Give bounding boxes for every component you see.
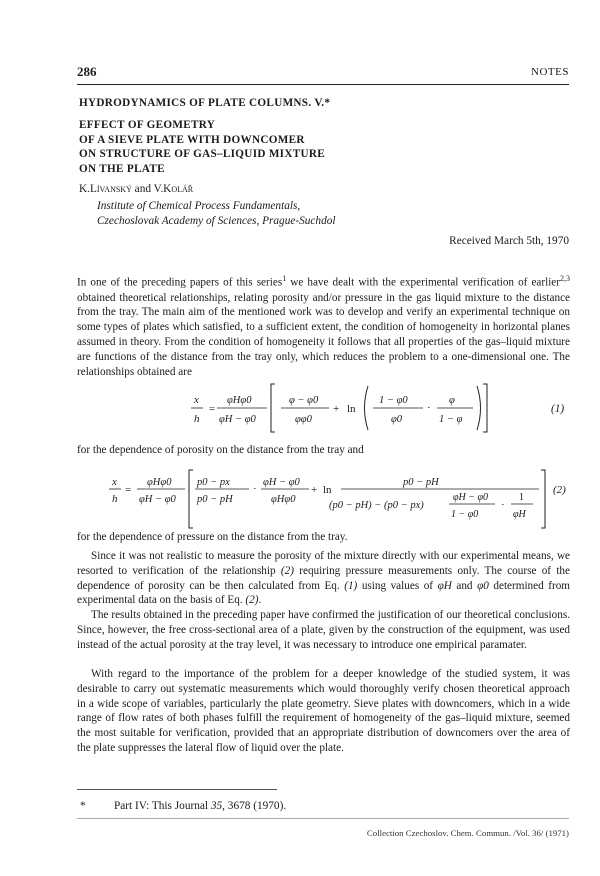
eq2-inner-one-minus-phi0: 1 − φ0 [451, 509, 479, 520]
eq2-p0-minus-px: p0 − px [197, 477, 230, 488]
eq2-dot-2: · [501, 499, 505, 511]
author-2-initial: V. [153, 183, 164, 195]
p3-sym-phiH: φH [437, 579, 452, 592]
paragraph-1 [77, 272, 570, 379]
p3-ref-eq2-b: (2) [245, 594, 259, 607]
eq2-ln-denominator: (p0 − pH) − (p0 − px) [329, 500, 424, 511]
p1-text-a: In one of the preceding papers of this series [77, 276, 283, 289]
received-date: Received March 5th, 1970 [449, 235, 569, 247]
eq1-phi0: φ0 [391, 414, 403, 425]
eq2-x: x [112, 476, 117, 488]
eq1-x: x [194, 394, 199, 406]
p3-ref-eq2: (2) [280, 564, 294, 577]
paragraph-5: With regard to the importance of the problem for a deeper knowledge of the studied system, it was desirable to carry out systematic measurements which would thoroughly verify chosen theoretical approach in a wide scope of variables, particularly the plate geometry. Sieve plates with downcomers, which in a wide range of flow rates of both phases fulfill the requirement of homogeneity of the gas–liquid mixture, seemed the most suitable for verification, provided that an appropriate distribution of downcomers over the area of the plate suppresses the lateral flow of liquid over the plate. [77, 668, 570, 754]
authors-and: and [131, 183, 154, 195]
author-1-initial: K. [79, 183, 90, 195]
eq1-phi-phi0: φφ0 [295, 414, 312, 425]
p1-text-c: obtained theoretical relationships, relating porosity and/or pressure in the gas liquid mixture to the distance from the tray. The main aim of the mentioned work was to develop and verify an experimental technique on some types of plates which satisfied, to a sufficient extent, the condition of homogeneity in horizontal planes assumed in theory. From the condition of homogeneity it follows that all properties of the gas–liquid mixture are functions of the distance from the tray only, which reduces the problem to a one-dimensional one. The relationships obtained are [77, 291, 570, 378]
eq2-number: (2) [553, 484, 566, 496]
footnote-volume: 35 [210, 800, 223, 812]
p3-text-f: . [258, 594, 262, 607]
authors [79, 183, 193, 195]
eq2-plus: + [311, 484, 318, 496]
eq1-phi: φ [449, 395, 455, 406]
eq2-den-phiH-minus-phi0: φH − φ0 [139, 494, 176, 505]
p1-ref-1: 1 [282, 274, 287, 283]
affiliation: Institute of Chemical Process Fundamentals, Czechoslovak Academy of Sciences, Prague-Suchdol [97, 200, 336, 227]
eq1-dot: · [427, 402, 431, 414]
p1-text-b: we have dealt with the experimental verification of earlier [286, 276, 561, 289]
p3-text-c: using values of [357, 579, 438, 592]
eq2-h: h [112, 493, 118, 505]
p3-sym-phi0: φ0 [477, 579, 489, 592]
eq2-inner-phiH: φH [513, 509, 526, 520]
p3-text-b: requiring pressure measurements only. The course of the dependence of porosity can be then calculated from Eq. [77, 564, 570, 592]
footnote-text-b: , 3678 (1970). [222, 800, 287, 812]
footnote-text-a: Part IV: This Journal [114, 800, 211, 812]
p3-text-d: and [451, 579, 478, 592]
p1-ref-2: 2,3 [560, 274, 571, 283]
eq2-dot-1: · [253, 483, 257, 495]
eq2-phiH-phi0: φHφ0 [271, 494, 296, 505]
eq1-phi-minus-phi0: φ − φ0 [289, 395, 319, 406]
after-equation-2-text: for the dependence of pressure on the distance from the tray. [77, 531, 348, 543]
eq2-inner-one: 1 [519, 492, 524, 503]
article-title: HYDRODYNAMICS OF PLATE COLUMNS. V.* [79, 97, 331, 109]
p3-text-a: Since it was not realistic to measure the porosity of the mixture directly with our experimental means, we resorted to verification of the relationship [77, 550, 570, 577]
author-2-name: Kolář [163, 183, 194, 195]
p3-text-e: determined from experimental data on the basis of Eq. [77, 579, 570, 607]
eq2-ln-numerator: p0 − pH [403, 477, 439, 488]
eq1-den-phiH-minus-phi0: φH − φ0 [219, 414, 256, 425]
footnote-marker: * [80, 800, 86, 812]
footnote-rule [77, 789, 277, 790]
eq2-inner-phiH-minus-phi0: φH − φ0 [453, 492, 489, 503]
paragraph-3 [77, 549, 570, 608]
eq2-equals: = [125, 484, 132, 496]
p3-ref-eq1: (1) [344, 579, 358, 592]
eq1-h: h [194, 413, 200, 425]
paragraph-4: The results obtained in the preceding paper have confirmed the justification of our theoretical conclusions. Since, however, the free cross-sectional area of a plate, given by the construction of the equipment, was used instead of the actual porosity at the tray level, it was necessary to introduce one empirical paramater. [77, 609, 570, 651]
after-equation-1-text: for the dependence of porosity on the distance from the tray and [77, 444, 364, 456]
eq2-ln: ln [323, 484, 332, 496]
eq2-phiH-minus-phi0: φH − φ0 [263, 477, 300, 488]
article-subtitle: EFFECT OF GEOMETRY OF A SIEVE PLATE WITH DOWNCOMER ON STRUCTURE OF GAS–LIQUID MIXTURE ON THE PLATE [79, 119, 325, 175]
bottom-rule [77, 818, 569, 819]
eq1-one-minus-phi0: 1 − φ0 [379, 395, 408, 406]
eq2-p0-minus-pH: p0 − pH [197, 494, 233, 505]
equation-2 [77, 468, 570, 530]
eq1-number: (1) [551, 403, 565, 415]
eq1-num-phiH-phi0: φHφ0 [227, 395, 252, 406]
eq1-one-minus-phi: 1 − φ [439, 414, 463, 425]
journal-citation: Collection Czechoslov. Chem. Commun. /Vol. 36/ (1971) [366, 828, 569, 838]
eq1-equals: = [209, 403, 216, 415]
eq1-ln: ln [347, 403, 356, 415]
footnote-text [114, 800, 286, 812]
equation-1 [77, 380, 570, 436]
section-label: NOTES [531, 66, 569, 78]
eq1-plus: + [333, 403, 340, 415]
header-rule [77, 84, 569, 85]
author-1-name: Lívanský [89, 183, 132, 195]
page-number: 286 [77, 64, 97, 79]
eq2-num-phiH-phi0: φHφ0 [147, 477, 172, 488]
